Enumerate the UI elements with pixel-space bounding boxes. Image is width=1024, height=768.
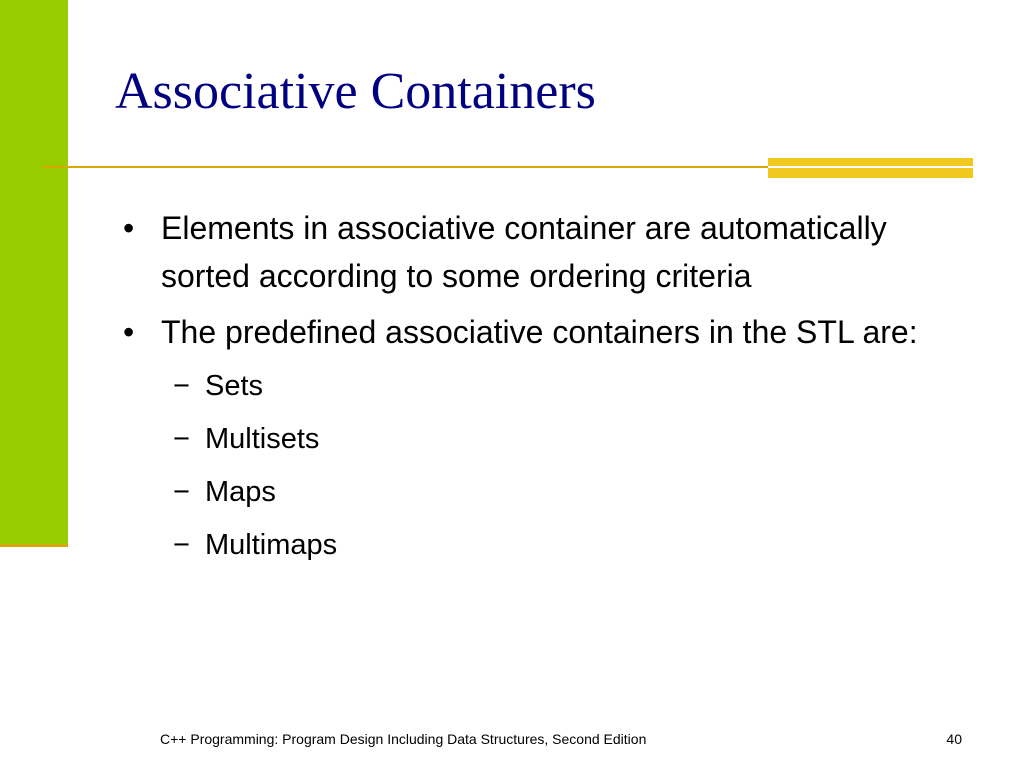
bullet-text: The predefined associative containers in the STL are:: [161, 314, 918, 350]
left-bar-rule: [0, 544, 68, 547]
dash-marker: −: [173, 529, 190, 561]
bullet-item: [115, 204, 975, 300]
sub-item: [115, 417, 975, 461]
sub-item-text: Sets: [205, 370, 264, 402]
bullet-text: Elements in associative container are automatically sorted according to some ordering criteria: [161, 210, 887, 294]
dash-marker: −: [173, 423, 190, 455]
sub-item-text: Multimaps: [205, 529, 338, 561]
title-rule-accent-block: [768, 158, 973, 178]
dash-marker: −: [173, 370, 190, 402]
page-number: 40: [946, 731, 962, 747]
bullet-marker: •: [123, 314, 135, 350]
sub-item-text: Maps: [205, 476, 276, 508]
slide-body: [115, 204, 975, 576]
sub-item: [115, 470, 975, 514]
dash-marker: −: [173, 476, 190, 508]
sub-item: [115, 523, 975, 567]
title-rule-accent-line: [768, 166, 973, 168]
slide-title: Associative Containers: [115, 63, 596, 120]
bullet-marker: •: [123, 210, 135, 246]
bullet-item: [115, 308, 975, 356]
left-accent-bar: [0, 0, 68, 545]
slide-footer: C++ Programming: Program Design Including Data Structures, Second Edition: [160, 731, 647, 747]
sub-item: [115, 364, 975, 408]
sub-item-text: Multisets: [205, 423, 320, 455]
